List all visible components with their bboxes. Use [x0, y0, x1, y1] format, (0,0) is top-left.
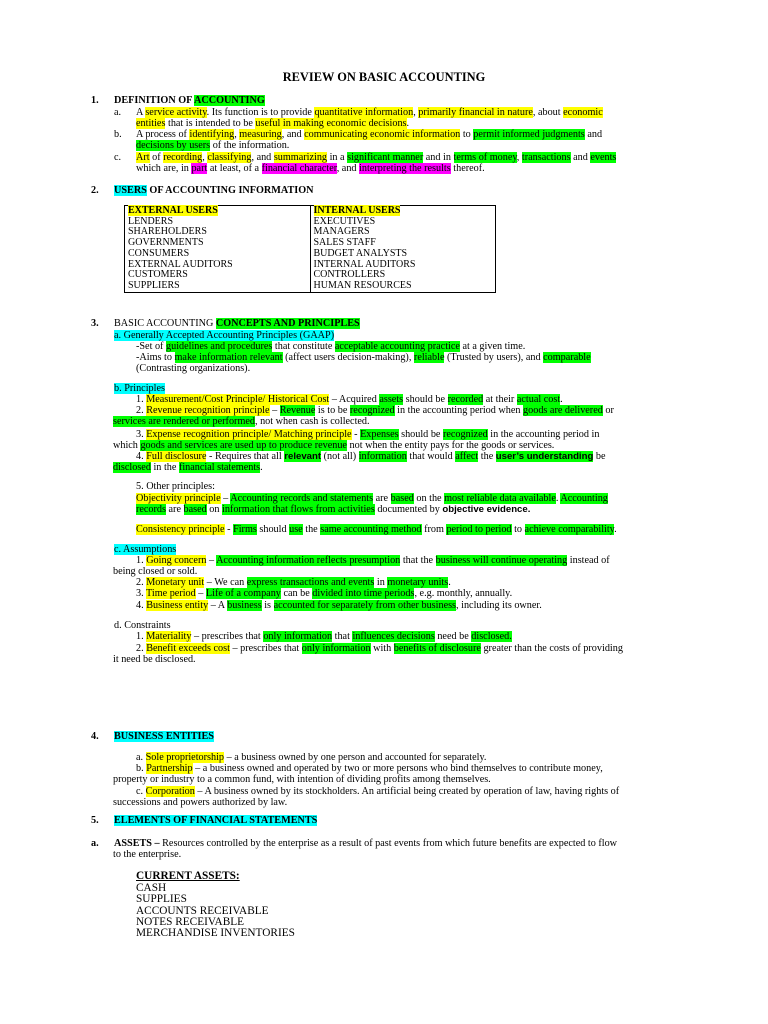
hl: assets: [379, 394, 404, 405]
hl: make information relevant: [174, 352, 283, 363]
hl: records: [136, 504, 166, 515]
hl: goods and services are used up to produce revenue: [140, 440, 347, 451]
t: – prescribes that: [191, 631, 264, 642]
t: on the: [413, 493, 445, 504]
section-4-heading: [114, 731, 214, 743]
section-5-number: 5.: [91, 815, 99, 826]
list-item: NOTES RECEIVABLE: [136, 915, 245, 928]
t: –: [269, 405, 280, 416]
t: should be: [398, 429, 443, 440]
hl: recognized: [349, 405, 395, 416]
t: . Its function is to provide: [206, 107, 315, 118]
hl: Materiality: [146, 631, 192, 642]
t: the: [478, 451, 496, 462]
hl: economic: [563, 107, 603, 118]
hl: based: [390, 493, 414, 504]
gaap-line-2: [136, 352, 591, 364]
t: (affect users decision-making),: [282, 352, 414, 363]
t: .: [560, 394, 563, 405]
hl: events: [590, 152, 617, 163]
t: – a business owned by one person and accounted for separately.: [224, 752, 487, 763]
hl: user’s understanding: [495, 451, 594, 462]
table-cell: CUSTOMERS: [125, 270, 311, 281]
entity-c-line-1: [136, 786, 619, 798]
t: ,: [202, 152, 208, 163]
hl: same accounting method: [320, 524, 422, 535]
t: –: [195, 588, 206, 599]
t: 4.: [136, 451, 147, 462]
assets-line-1: [114, 838, 617, 850]
table-cell: CONTROLLERS: [310, 270, 496, 281]
t: -Aims to: [136, 352, 175, 363]
t: , about: [532, 107, 564, 118]
t: that would: [406, 451, 456, 462]
table-row: [125, 249, 496, 260]
t: to: [460, 129, 474, 140]
principle-4-line-1: [136, 451, 606, 463]
hl: services are rendered or performed: [113, 416, 255, 427]
table-cell: SHAREHOLDERS: [125, 227, 311, 238]
hl: Revenue recognition principle: [146, 405, 270, 416]
heading-highlight: ELEMENTS OF FINANCIAL STATEMENTS: [114, 815, 318, 826]
hl: most reliable data available: [444, 493, 556, 504]
table-cell: EXECUTIVES: [310, 217, 496, 228]
hl: identifying: [189, 129, 235, 140]
assumption-4: [136, 600, 542, 612]
t: greater than the costs of providing: [480, 643, 623, 654]
hl: Monetary unit: [146, 577, 205, 588]
principle-3-line-2: [113, 440, 554, 452]
t: , e.g. monthly, annually.: [414, 588, 513, 599]
t: at least, of a: [207, 163, 262, 174]
hl: b. Principles: [114, 383, 165, 394]
hl: Partnership: [146, 763, 193, 774]
table-cell: SALES STAFF: [310, 238, 496, 249]
t: 2.: [136, 405, 147, 416]
t: 1.: [136, 555, 147, 566]
section-1-heading: [114, 95, 265, 107]
users-table: [124, 205, 496, 293]
t: – A business owned by its stockholders. An artificial being created by operation of law, having rights of: [194, 786, 620, 797]
t: or: [602, 405, 614, 416]
t: –: [206, 555, 217, 566]
entity-b-line-2: property or industry to a common fund, with intention of dividing profits among themselves.: [113, 774, 491, 785]
constraint-2-line-1: [136, 643, 623, 655]
t: be: [593, 451, 606, 462]
table-cell: CONSUMERS: [125, 249, 311, 260]
t: A: [136, 107, 146, 118]
hl: transactions: [521, 152, 571, 163]
assumption-1-line-1: [136, 555, 610, 567]
current-assets-heading: CURRENT ASSETS:: [136, 870, 240, 882]
t: documented by: [374, 504, 443, 515]
hl: entities: [136, 118, 166, 129]
hl: Time period: [146, 588, 196, 599]
section-2-number: 2.: [91, 185, 99, 196]
list-item: SUPPLIES: [136, 893, 187, 906]
hl: Life of a company: [205, 588, 281, 599]
t: and: [570, 152, 591, 163]
t: with: [370, 643, 394, 654]
heading-highlight: CONCEPTS AND PRINCIPLES: [215, 318, 360, 329]
t: (not all): [321, 451, 359, 462]
hl: financial statements: [178, 462, 261, 473]
t: of the information.: [210, 140, 290, 151]
hl: Going concern: [146, 555, 207, 566]
t: and: [584, 129, 603, 140]
hl: express transactions and events: [246, 577, 375, 588]
list-item: MERCHANDISE INVENTORIES: [136, 927, 295, 940]
hl: terms of money: [453, 152, 517, 163]
section-4-number: 4.: [91, 731, 99, 742]
hl: classifying: [207, 152, 252, 163]
assumption-3: [136, 588, 512, 600]
t: b.: [136, 763, 147, 774]
t: to: [511, 524, 525, 535]
table-cell: SUPPLIERS: [125, 281, 311, 292]
t: 3.: [136, 588, 147, 599]
table-header-row: [125, 206, 496, 217]
t: 2.: [136, 643, 147, 654]
t: .: [260, 462, 263, 473]
hl: Accounting: [560, 493, 608, 504]
entity-c-line-2: successions and powers authorized by law.: [113, 797, 288, 808]
principle-1: [136, 394, 563, 406]
hl: Revenue: [279, 405, 316, 416]
t: is to be: [315, 405, 350, 416]
t: in a: [327, 152, 348, 163]
t: 4.: [136, 600, 147, 611]
t: and in: [423, 152, 454, 163]
table-cell: GOVERNMENTS: [125, 238, 311, 249]
hl: Corporation: [145, 786, 195, 797]
t: –: [220, 493, 231, 504]
t: that: [332, 631, 353, 642]
t: not when the entity pays for the goods or services.: [346, 440, 555, 451]
hl: disclosed.: [471, 631, 512, 642]
t: 3.: [136, 429, 147, 440]
table-cell: LENDERS: [125, 217, 311, 228]
t: 1.: [136, 631, 147, 642]
t: -: [351, 429, 361, 440]
hl: Objectivity principle: [136, 493, 221, 504]
other-principles: 5. Other principles:: [136, 481, 215, 492]
hl: actual cost: [516, 394, 561, 405]
t: – Acquired: [329, 394, 380, 405]
t: c.: [136, 786, 146, 797]
item-a-label: a.: [114, 107, 122, 118]
t: of: [149, 152, 164, 163]
hl: reliable: [413, 352, 445, 363]
hl: achieve comparability: [524, 524, 615, 535]
hl: permit informed judgments: [473, 129, 585, 140]
t: -: [224, 524, 234, 535]
t: objective evidence.: [442, 504, 531, 515]
t: that constitute: [272, 341, 335, 352]
hl: interpreting the results: [359, 163, 451, 174]
hl: monetary units: [387, 577, 449, 588]
constraint-2-line-2: it need be disclosed.: [113, 654, 196, 665]
objectivity-line-1: [136, 493, 608, 505]
hl: business: [227, 600, 262, 611]
gaap-line-1: [136, 341, 525, 353]
t: that is intended to be: [165, 118, 256, 129]
t: need be: [434, 631, 472, 642]
t: A process of: [136, 129, 190, 140]
hl: decisions by users: [136, 140, 211, 151]
t: that the: [400, 555, 436, 566]
table-row: [125, 270, 496, 281]
t: Resources controlled by the enterprise as a result of past events from which future benefits are expected to flow: [159, 838, 618, 849]
def-a-line-1: [136, 107, 603, 119]
principle-3-line-1: [136, 429, 599, 441]
principle-2-line-1: [136, 405, 614, 417]
t: , and: [336, 163, 360, 174]
hl: significant manner: [347, 152, 424, 163]
heading-text: OF ACCOUNTING INFORMATION: [146, 185, 314, 196]
table-cell: MANAGERS: [310, 227, 496, 238]
def-a-line-2: [136, 118, 409, 130]
consistency-line: [136, 524, 617, 536]
hl: Consistency principle: [136, 524, 225, 535]
t: in the accounting period in: [487, 429, 600, 440]
hl: Expense recognition principle/ Matching principle: [146, 429, 352, 440]
def-c-line-2: [136, 163, 485, 175]
hl: information: [358, 451, 407, 462]
def-c-line-1: [136, 152, 616, 164]
table-cell: BUDGET ANALYSTS: [310, 249, 496, 260]
principles-heading: [114, 383, 165, 395]
hl: service activity: [145, 107, 207, 118]
hl: Accounting information reflects presumption: [216, 555, 401, 566]
t: - Requires that all: [206, 451, 285, 462]
hl: comparable: [543, 352, 591, 363]
hl: primarily financial in nature: [418, 107, 533, 118]
t: ASSETS –: [114, 838, 160, 849]
hl: c. Assumptions: [114, 544, 177, 555]
t: is: [261, 600, 274, 611]
section-1-number: 1.: [91, 95, 99, 106]
hl: summarizing: [273, 152, 328, 163]
hl: disclosed: [113, 462, 151, 473]
t: are: [373, 493, 391, 504]
hl: quantitative information: [314, 107, 414, 118]
t: – We can: [204, 577, 247, 588]
t: , not when cash is collected.: [254, 416, 370, 427]
hl: use: [289, 524, 303, 535]
hl: business will continue operating: [435, 555, 568, 566]
hl: accounted for separately from other business: [273, 600, 457, 611]
hl: recognized: [443, 429, 488, 440]
entity-a: [136, 752, 486, 764]
hl: only information: [263, 631, 333, 642]
t: 1.: [136, 394, 147, 405]
t: should be: [403, 394, 448, 405]
t: at a given time.: [459, 341, 526, 352]
section-5-heading: [114, 815, 317, 827]
t: which are, in: [136, 163, 192, 174]
t: a.: [136, 752, 146, 763]
t: , and: [281, 129, 305, 140]
t: .: [614, 524, 617, 535]
t: can be: [280, 588, 313, 599]
hl: recorded: [447, 394, 484, 405]
hl: affect: [455, 451, 479, 462]
gaap-heading: [114, 330, 334, 342]
external-users-header: EXTERNAL USERS: [128, 205, 218, 216]
t: in the accounting period when: [394, 405, 524, 416]
t: -Set of: [136, 341, 166, 352]
hl: divided into time periods: [312, 588, 415, 599]
hl: communicating economic information: [304, 129, 461, 140]
section-3-number: 3.: [91, 318, 99, 329]
section-2-heading: [114, 185, 314, 197]
table-cell: HUMAN RESOURCES: [310, 281, 496, 292]
t: , and: [251, 152, 274, 163]
assumption-2: [136, 577, 451, 589]
t: – a business owned and operated by two or more persons who bind themselves to contribute money,: [192, 763, 603, 774]
hl: benefits of disclosure: [393, 643, 481, 654]
heading-highlight: BUSINESS ENTITIES: [114, 731, 214, 742]
hl: only information: [301, 643, 371, 654]
hl: Firms: [233, 524, 257, 535]
t: .: [555, 493, 561, 504]
t: on: [206, 504, 222, 515]
principle-2-line-2: [113, 416, 370, 428]
t: in the: [150, 462, 179, 473]
objectivity-line-2: [136, 504, 530, 516]
t: thereof.: [450, 163, 485, 174]
t: ,: [413, 107, 419, 118]
heading-text: DEFINITION OF: [114, 95, 195, 106]
hl: guidelines and procedures: [166, 341, 273, 352]
t: – prescribes that: [229, 643, 302, 654]
hl: a. Generally Accepted Accounting Principles (GAAP): [114, 330, 335, 341]
principle-4-line-2: [113, 462, 263, 474]
hl: useful in making economic decisions: [255, 118, 407, 129]
hl: Sole proprietorship: [145, 752, 225, 763]
t: from: [421, 524, 447, 535]
hl: Art: [136, 152, 150, 163]
gaap-line-3: (Contrasting organizations).: [136, 363, 251, 374]
item-b-label: b.: [114, 129, 122, 140]
t: the: [302, 524, 321, 535]
table-row: [125, 281, 496, 292]
list-item: ACCOUNTS RECEIVABLE: [136, 904, 269, 917]
hl: relevant: [284, 451, 322, 462]
t: .: [448, 577, 451, 588]
element-a-label: a.: [91, 838, 99, 849]
t: 2.: [136, 577, 147, 588]
hl: influences decisions: [352, 631, 435, 642]
t: in: [374, 577, 388, 588]
t: .: [406, 118, 410, 129]
t: should: [256, 524, 290, 535]
hl: goods are delivered: [523, 405, 603, 416]
t: at their: [483, 394, 517, 405]
hl: recording: [163, 152, 203, 163]
heading-highlight: ACCOUNTING: [194, 95, 265, 106]
entity-b-line-1: [136, 763, 603, 775]
heading-text: BASIC ACCOUNTING: [114, 318, 216, 329]
hl: financial character: [261, 163, 337, 174]
hl: period to period: [446, 524, 512, 535]
t: are: [165, 504, 184, 515]
t: ,: [516, 152, 522, 163]
t: (Trusted by users), and: [444, 352, 544, 363]
table-cell: EXTERNAL AUDITORS: [125, 260, 311, 271]
internal-users-header: INTERNAL USERS: [313, 205, 401, 216]
t: – A: [208, 600, 228, 611]
assets-line-2: to the enterprise.: [113, 849, 182, 860]
t: which: [113, 440, 141, 451]
hl: based: [183, 504, 207, 515]
assumptions-heading: [114, 544, 176, 556]
hl: Benefit exceeds cost: [146, 643, 230, 654]
assumption-1-line-2: being closed or sold.: [113, 566, 198, 577]
hl: Business entity: [146, 600, 209, 611]
hl: Expenses: [360, 429, 399, 440]
def-b-line-2: [136, 140, 289, 152]
hl: acceptable accounting practice: [334, 341, 460, 352]
list-item: CASH: [136, 882, 167, 894]
hl: information that flows from activities: [222, 504, 375, 515]
hl: measuring: [239, 129, 282, 140]
current-assets-list: [136, 883, 295, 939]
def-b-line-1: [136, 129, 602, 141]
t: ,: [234, 129, 240, 140]
item-c-label: c.: [114, 152, 122, 163]
section-3-heading: [114, 318, 360, 330]
constraint-1: [136, 631, 512, 643]
t: , including its owner.: [456, 600, 542, 611]
page-title: REVIEW ON BASIC ACCOUNTING: [282, 70, 486, 84]
heading-highlight: USERS: [114, 185, 147, 196]
hl: Measurement/Cost Principle/ Historical Cost: [146, 394, 330, 405]
hl: Accounting records and statements: [230, 493, 374, 504]
constraints-heading: d. Constraints: [114, 620, 171, 631]
table-cell: INTERNAL AUDITORS: [310, 260, 496, 271]
hl: Full disclosure: [146, 451, 207, 462]
hl: part: [191, 163, 208, 174]
t: instead of: [567, 555, 610, 566]
